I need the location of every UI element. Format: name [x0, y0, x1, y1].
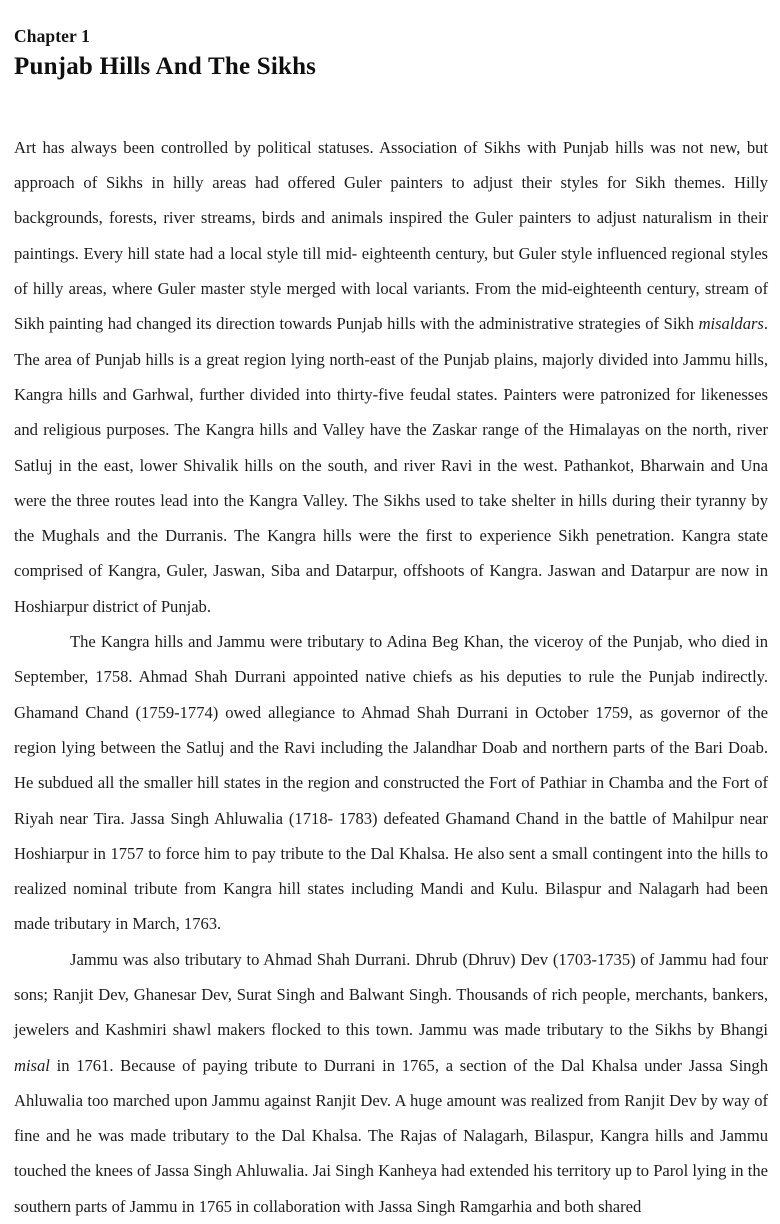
page-content: [14, 0, 768, 1224]
italic-term: misaldars: [698, 314, 764, 334]
chapter-label: Chapter 1: [14, 26, 90, 46]
italic-term: misal: [14, 1055, 50, 1075]
para-2: The Kangra hills and Jammu were tributary to Adina Beg Khan, the viceroy of the Punjab, who died in September, 1758. Ahmad Shah Durrani appointed native chiefs as his deputies to rule the Punjab indirectly. Ghamand Chand (1759-1774) owed allegiance to Ahmad Shah Durrani in October 1759, as governor of the region lying between the Satluj and the Ravi including the Jalandhar Doab and northern parts of the Bari Doab. He subdued all the smaller hill states in the region and constructed the Fort of Pathiar in Chamba and the Fort of Riyah near Tira. Jassa Singh Ahluwalia (1718- 1783) defeated Ghamand Chand in the battle of Mahilpur near Hoshiarpur in 1757 to force him to pay tribute to the Dal Khalsa. He also sent a small contingent into the hills to realized nominal tribute from Kangra hill states including Mandi and Kulu. Bilaspur and Nalagarh had been made tributary in March, 1763.: [14, 632, 768, 934]
body-text: [14, 130, 768, 1224]
para-3: Jammu was also tributary to Ahmad Shah Durrani. Dhrub (Dhruv) Dev (1703-1735) of Jammu had four sons; Ranjit Dev, Ghanesar Dev, Surat Singh and Balwant Singh. Thousands of rich people, merchants, bankers, jewelers and Kashmiri shawl makers flocked to this town. Jammu was made tributary to the Sikhs by Bhangi misal in 1761. Because of paying tribute to Durrani in 1765, a section of the Dal Khalsa under Jassa Singh Ahluwalia too marched upon Jammu against Ranjit Dev. A huge amount was realized from Ranjit Dev by way of fine and he was made tributary to the Dal Khalsa. The Rajas of Nalagarh, Bilaspur, Kangra hills and Jammu touched the knees of Jassa Singh Ahluwalia. Jai Singh Kanheya had extended his territory up to Parol lying in the southern parts of Jammu in 1765 in collaboration with Jassa Singh Ramgarhia and both shared: [14, 949, 768, 1216]
page-title: Punjab Hills And The Sikhs: [14, 52, 317, 80]
paragraph-container: [14, 130, 768, 1224]
para-1: Art has always been controlled by political statuses. Association of Sikhs with Punjab hills was not new, but approach of Sikhs in hilly areas had offered Guler painters to adjust their styles for Sikh themes. Hilly backgrounds, forests, river streams, birds and animals inspired the Guler painters to adjust naturalism in their paintings. Every hill state had a local style till mid- eighteenth century, but Guler style influenced regional styles of hilly areas, where Guler master style merged with local variants. From the mid-eighteenth century, stream of Sikh painting had changed its direction towards Punjab hills with the administrative strategies of Sikh misaldars. The area of Punjab hills is a great region lying north-east of the Punjab plains, majorly divided into Jammu hills, Kangra hills and Garhwal, further divided into thirty-five feudal states. Painters were patronized for likenesses and religious purposes. The Kangra hills and Valley have the Zaskar range of the Himalayas on the north, river Satluj in the east, lower Shivalik hills on the south, and river Ravi in the west. Pathankot, Bharwain and Una were the three routes lead into the Kangra Valley. The Sikhs used to take shelter in hills during their tyranny by the Mughals and the Durranis. The Kangra hills were the first to experience Sikh penetration. Kangra state comprised of Kangra, Guler, Jaswan, Siba and Datarpur, offshoots of Kangra. Jaswan and Datarpur are now in Hoshiarpur district of Punjab.: [14, 137, 768, 616]
